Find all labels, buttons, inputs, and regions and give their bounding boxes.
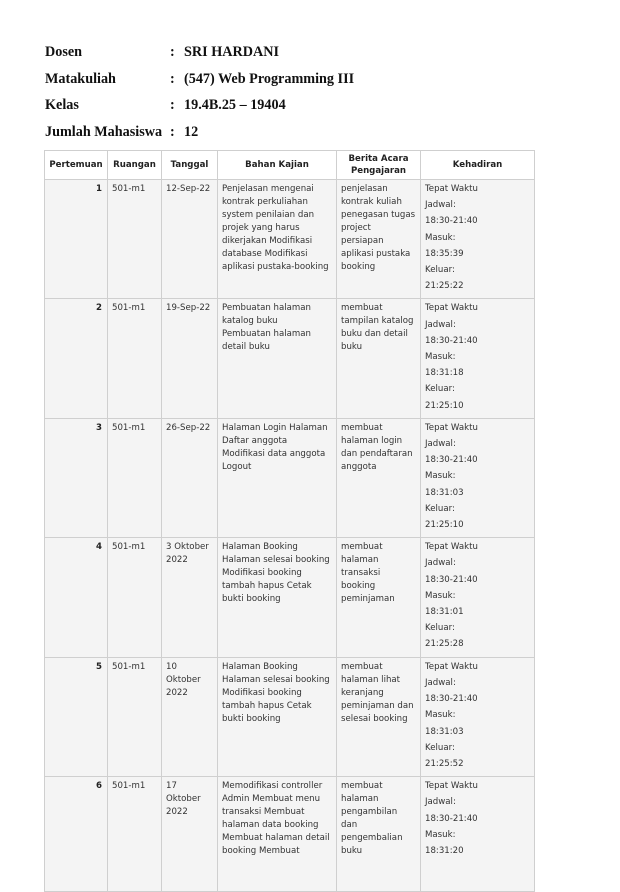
course-info [45,44,565,150]
cell-bahan-kajian: Halaman Booking Halaman selesai booking Modifikasi booking tambah hapus Cetak bukti booking [218,538,337,657]
jumlah-mahasiswa-label: Jumlah Mahasiswa [45,123,163,140]
colon: : [170,44,175,60]
cell-kehadiran: Tepat Waktu Jadwal: 18:30-21:40 Masuk: 18:31:20 [421,777,535,892]
dosen-value: SRI HARDANI [184,44,279,60]
cell-pertemuan: 6 [45,777,108,892]
cell-bahan-kajian: Penjelasan mengenai kontrak perkuliahan system penilaian dan projek yang harus dikerjakan Modifikasi database Modifikasi aplikasi pustaka-booking [218,180,337,299]
cell-berita-acara: membuat halaman lihat keranjang peminjaman dan selesai booking [337,657,421,776]
dosen-label: Dosen [45,44,83,60]
header-pertemuan: Pertemuan [45,151,108,180]
cell-bahan-kajian: Pembuatan halaman katalog buku Pembuatan halaman detail buku [218,299,337,418]
cell-tanggal: 10 Oktober 2022 [162,657,218,776]
cell-tanggal: 3 Oktober 2022 [162,538,218,657]
cell-tanggal: 19-Sep-22 [162,299,218,418]
kelas-label: Kelas [45,97,79,113]
cell-kehadiran: Tepat Waktu Jadwal: 18:30-21:40 Masuk: 18:31:18 Keluar: 21:25:10 [421,299,535,418]
cell-ruangan: 501-m1 [108,180,162,299]
header-berita-acara: Berita Acara Pengajaran [337,151,421,180]
cell-kehadiran: Tepat Waktu Jadwal: 18:30-21:40 Masuk: 18:31:03 Keluar: 21:25:10 [421,418,535,537]
matakuliah-value: (547) Web Programming III [184,70,355,87]
cell-berita-acara: membuat halaman login dan pendaftaran anggota [337,418,421,537]
table-row [45,418,535,537]
header-ruangan: Ruangan [108,151,162,180]
kelas-row [45,97,565,124]
colon: : [170,97,175,113]
cell-berita-acara: membuat halaman transaksi booking peminjaman [337,538,421,657]
cell-tanggal: 17 Oktober 2022 [162,777,218,892]
kelas-value: 19.4B.25 – 19404 [184,97,286,113]
table-row [45,777,535,892]
jumlah-mahasiswa-value: 12 [184,123,199,140]
colon: : [170,123,175,140]
cell-bahan-kajian: Memodifikasi controller Admin Membuat menu transaksi Membuat halaman data booking Membuat halaman detail booking Membuat [218,777,337,892]
cell-pertemuan: 4 [45,538,108,657]
cell-pertemuan: 5 [45,657,108,776]
table-row [45,299,535,418]
matakuliah-row [45,71,565,98]
header-tanggal: Tanggal [162,151,218,180]
header-bahan-kajian: Bahan Kajian [218,151,337,180]
attendance-table [44,150,535,892]
cell-ruangan: 501-m1 [108,777,162,892]
cell-bahan-kajian: Halaman Login Halaman Daftar anggota Modifikasi data anggota Logout [218,418,337,537]
cell-kehadiran: Tepat Waktu Jadwal: 18:30-21:40 Masuk: 18:35:39 Keluar: 21:25:22 [421,180,535,299]
attendance-table-wrapper [44,150,534,857]
table-row [45,180,535,299]
cell-tanggal: 26-Sep-22 [162,418,218,537]
jumlah-mahasiswa-row [45,124,565,151]
table-row [45,538,535,657]
cell-ruangan: 501-m1 [108,657,162,776]
cell-pertemuan: 1 [45,180,108,299]
cell-ruangan: 501-m1 [108,538,162,657]
cell-pertemuan: 2 [45,299,108,418]
cell-ruangan: 501-m1 [108,418,162,537]
dosen-row [45,44,565,71]
cell-bahan-kajian: Halaman Booking Halaman selesai booking Modifikasi booking tambah hapus Cetak bukti booking [218,657,337,776]
header-kehadiran: Kehadiran [421,151,535,180]
table-row [45,657,535,776]
cell-ruangan: 501-m1 [108,299,162,418]
cell-berita-acara: membuat tampilan katalog buku dan detail buku [337,299,421,418]
cell-kehadiran: Tepat Waktu Jadwal: 18:30-21:40 Masuk: 18:31:01 Keluar: 21:25:28 [421,538,535,657]
cell-kehadiran: Tepat Waktu Jadwal: 18:30-21:40 Masuk: 18:31:03 Keluar: 21:25:52 [421,657,535,776]
matakuliah-label: Matakuliah [45,70,116,87]
colon: : [170,70,175,87]
cell-tanggal: 12-Sep-22 [162,180,218,299]
cell-berita-acara: penjelasan kontrak kuliah penegasan tugas project persiapan aplikasi pustaka booking [337,180,421,299]
cell-pertemuan: 3 [45,418,108,537]
table-header-row [45,151,535,180]
cell-berita-acara: membuat halaman pengambilan dan pengembalian buku [337,777,421,892]
